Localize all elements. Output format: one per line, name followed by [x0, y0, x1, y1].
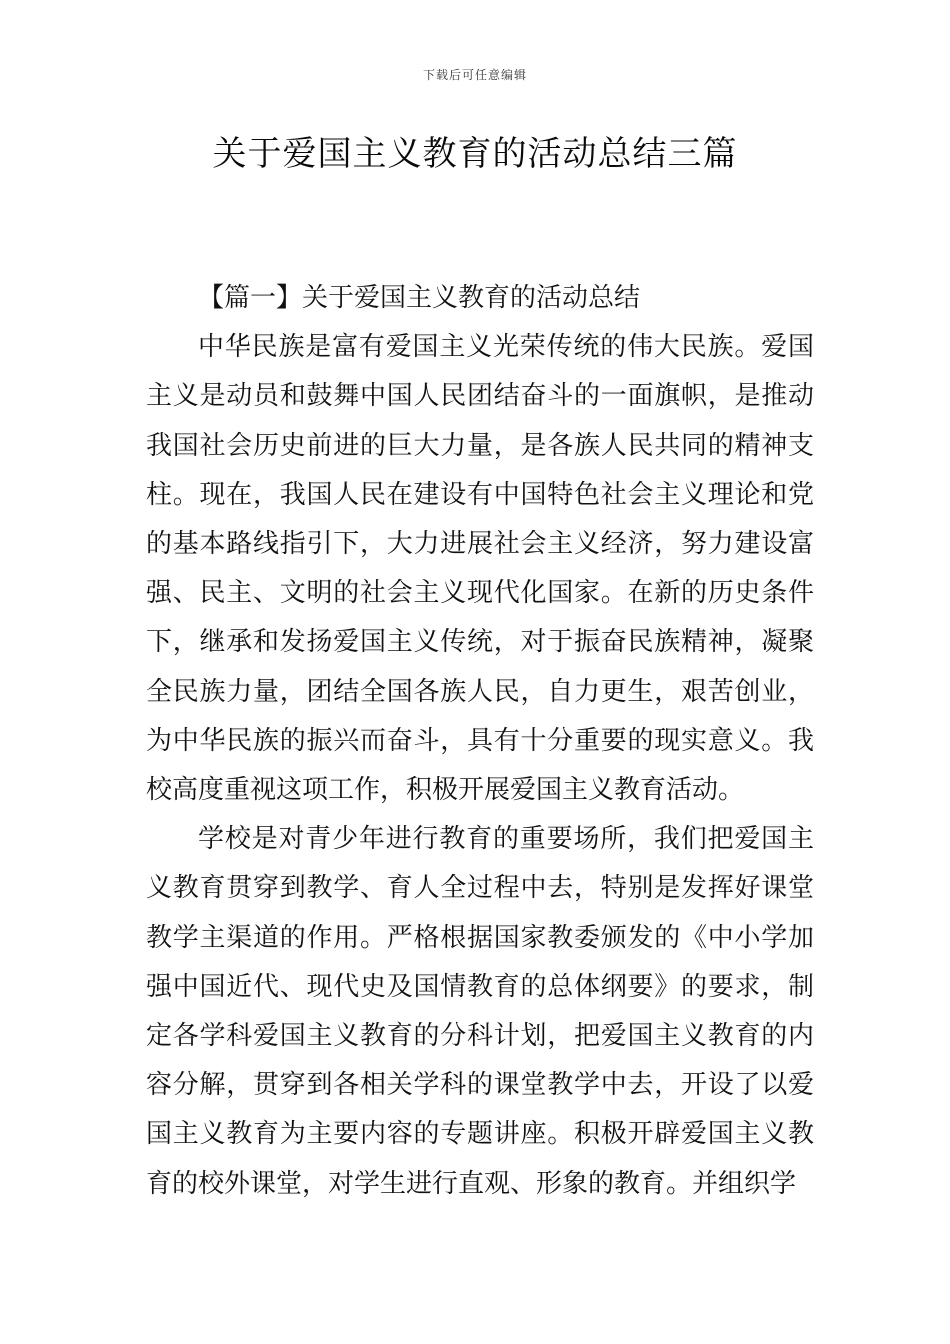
paragraph-2: 学校是对青少年进行教育的重要场所，我们把爱国主义教育贯穿到教学、育人全过程中去，特别是发挥好课堂教学主渠道的作用。严格根据国家教委颁发的《中小学加强中国近代、现代史及国情教育的总体纲要》的要求，制定各学科爱国主义教育的分科计划，把爱国主义教育的内容分解，贯穿到各相关学科的课堂教学中去，开设了以爱国主义教育为主要内容的专题讲座。积极开辟爱国主义教育的校外课堂，对学生进行直观、形象的教育。并组织学	[146, 824, 814, 1199]
header-note: 下载后可任意编辑	[422, 68, 527, 82]
section-heading: 【篇一】关于爱国主义教育的活动总结	[198, 283, 641, 313]
document-body	[146, 274, 814, 1209]
paragraph-1: 中华民族是富有爱国主义光荣传统的伟大民族。爱国主义是动员和鼓舞中国人民团结奋斗的一面旗帜，是推动我国社会历史前进的巨大力量，是各族人民共同的精神支柱。现在，我国人民在建设有中国特色社会主义理论和党的基本路线指引下，大力进展社会主义经济，努力建设富强、民主、文明的社会主义现代化国家。在新的历史条件下，继承和发扬爱国主义传统，对于振奋民族精神，凝聚全民族力量，团结全国各族人民，自力更生，艰苦创业，为中华民族的振兴而奋斗，具有十分重要的现实意义。我校高度重视这项工作，积极开展爱国主义教育活动。	[146, 332, 814, 806]
document-title: 关于爱国主义教育的活动总结三篇	[212, 134, 738, 174]
